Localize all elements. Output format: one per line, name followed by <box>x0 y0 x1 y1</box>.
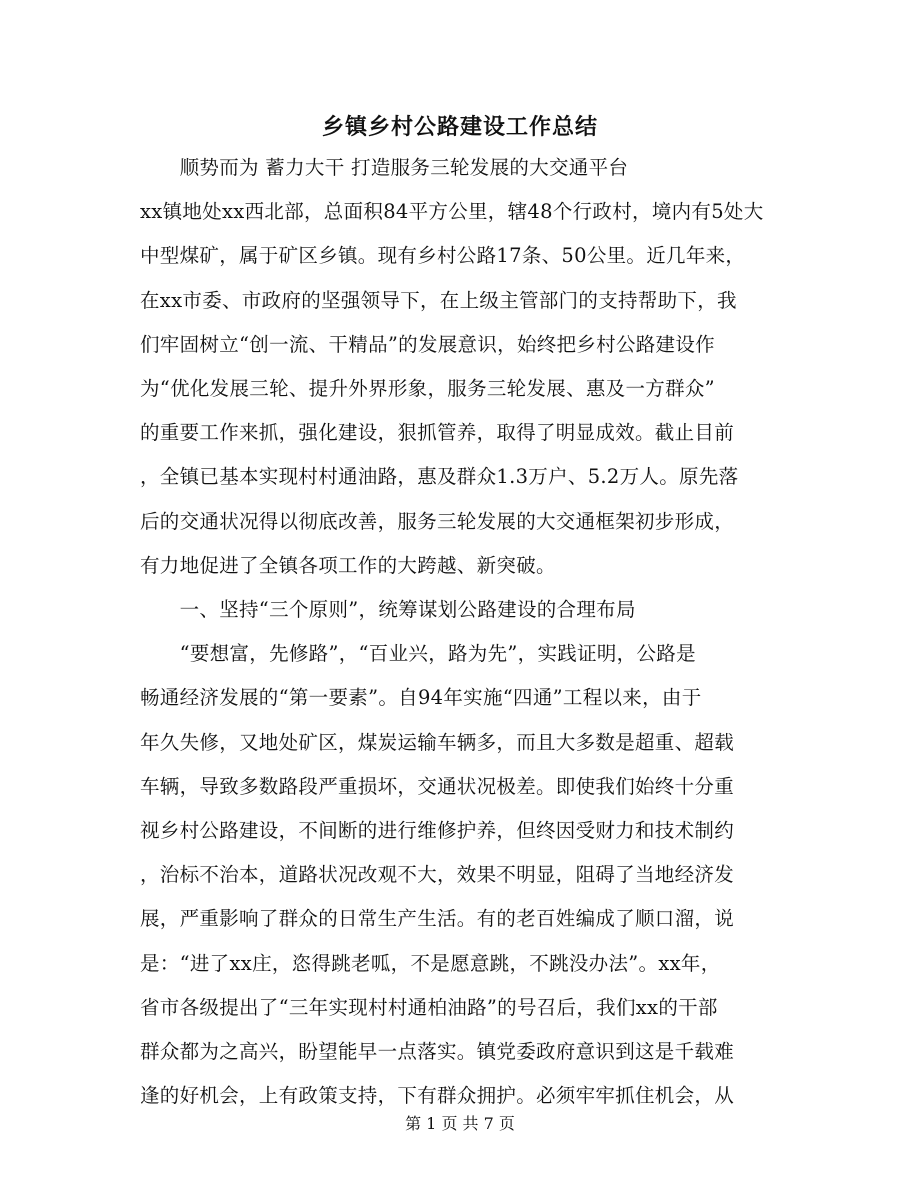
text-line: 省市各级提出了“三年实现村村通柏油路”的号召后，我们xx的干部 <box>140 996 718 1019</box>
document-title: 乡镇乡村公路建设工作总结 <box>321 114 598 140</box>
text-line: 逢的好机会，上有政策支持，下有群众拥护。必须牢牢抓住机会，从 <box>140 1084 735 1107</box>
page-footer: 第 1 页 共 7 页 <box>405 1114 515 1133</box>
text-line: xx镇地处xx西北部，总面积84平方公里，辖48个行政村，境内有5处大 <box>140 200 764 223</box>
text-line: 后的交通状况得以彻底改善，服务三轮发展的大交通框架初步形成， <box>140 510 735 533</box>
text-line: 顺势而为 蓄力大干 打造服务三轮发展的大交通平台 <box>140 156 629 179</box>
text-line: ，全镇已基本实现村村通油路，惠及群众1.3万户、5.2万人。原先落 <box>140 465 739 488</box>
text-line: 群众都为之高兴，盼望能早一点落实。镇党委政府意识到这是千载难 <box>140 1040 735 1063</box>
text-line: 为“优化发展三轮、提升外界形象，服务三轮发展、惠及一方群众” <box>140 377 715 400</box>
section-heading: 一、坚持“三个原则”，统筹谋划公路建设的合理布局 <box>140 598 636 621</box>
text-line: 年久失修，又地处矿区，煤炭运输车辆多，而且大多数是超重、超载 <box>140 731 735 754</box>
text-line: 畅通经济发展的“第一要素”。自94年实施“四通”工程以来，由于 <box>140 686 702 709</box>
text-line: 有力地促进了全镇各项工作的大跨越、新突破。 <box>140 554 556 577</box>
text-line: 视乡村公路建设，不间断的进行维修护养，但终因受财力和技术制约 <box>140 819 735 842</box>
text-line: “要想富，先修路”，“百业兴，路为先”，实践证明，公路是 <box>140 642 696 665</box>
text-line: 们牢固树立“创一流、干精品”的发展意识，始终把乡村公路建设作 <box>140 333 715 356</box>
text-line: ，治标不治本，道路状况改观不大，效果不明显，阻碍了当地经济发 <box>140 863 735 886</box>
text-line: 的重要工作来抓，强化建设，狠抓管养，取得了明显成效。截止目前 <box>140 421 735 444</box>
text-line: 中型煤矿，属于矿区乡镇。现有乡村公路17条、50公里。近几年来， <box>140 244 746 267</box>
text-line: 车辆，导致多数路段严重损坏，交通状况极差。即使我们始终十分重 <box>140 775 735 798</box>
text-line: 在xx市委、市政府的坚强领导下，在上级主管部门的支持帮助下，我 <box>140 289 737 312</box>
text-line: 展，严重影响了群众的日常生产生活。有的老百姓编成了顺口溜，说 <box>140 907 735 930</box>
text-line: 是：“进了xx庄，恣得跳老呱，不是愿意跳，不跳没办法”。xx年， <box>140 952 721 975</box>
